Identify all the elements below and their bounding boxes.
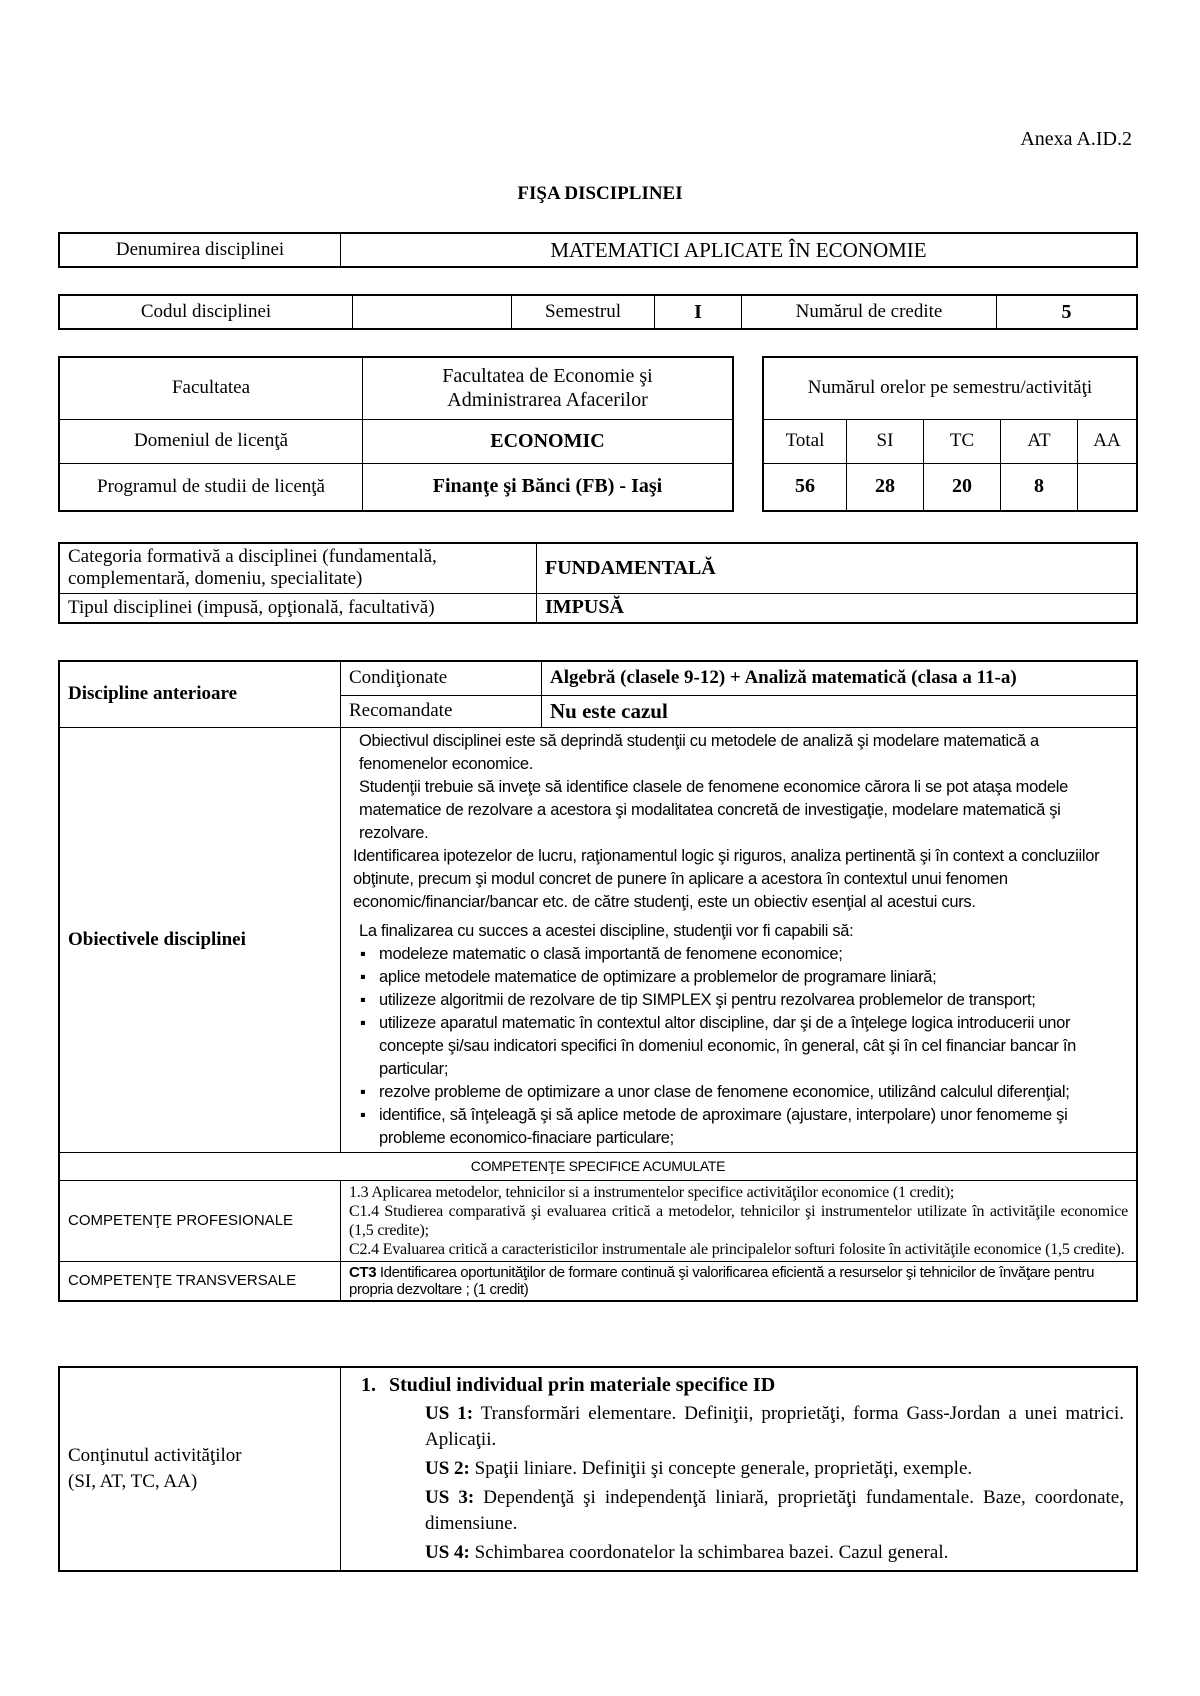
competente-profesionale-content	[341, 1180, 1138, 1261]
obiective-label: Obiectivele disciplinei	[59, 727, 341, 1152]
categorie-label: Categoria formativă a disciplinei (fundamentală, complementară, domeniu, specialitate)	[59, 543, 537, 593]
obiective-intro: La finalizarea cu succes a acestei discipline, studenţii vor fi capabili să:	[359, 921, 854, 940]
unitate-studiu: US 1: Transformări elementare. Definiţii, proprietăţi, forma Gass-Jordan a unei matrici. Aplicaţii.	[425, 1403, 1124, 1450]
list-item: ▪ utilizeze aparatul matematic în contextul altor discipline, dar şi de a înţelege logica introducerii unor concepte şi/sau indicatori specifici în domeniul economic, în general, cât şi în cel financiar bancar în particular;	[379, 1012, 1128, 1081]
ore-val-si: 28	[847, 463, 924, 511]
cod-table	[58, 294, 1138, 330]
domeniu-label: Domeniul de licenţă	[59, 419, 363, 463]
continut-label-line-2: (SI, AT, TC, AA)	[68, 1471, 198, 1492]
domeniu-value: ECONOMIC	[363, 419, 734, 463]
facultate-value-line-2: Administrarea Afacerilor	[447, 389, 648, 412]
cod-label: Codul disciplinei	[59, 295, 353, 329]
obiective-table	[58, 660, 1138, 1302]
denumire-table	[58, 232, 1138, 268]
competenta-profesionala: C2.4 Evaluarea critică a caracteristicilor instrumentale ale principalelor softuri folosite în activităţile economice (1,5 credite).	[349, 1240, 1125, 1258]
list-item: ▪ modeleze matematic o clasă importantă de fenomene economice;	[379, 943, 1128, 966]
annex-label: Anexa A.ID.2	[1020, 128, 1132, 150]
unitate-studiu: US 2: Spaţii liniare. Definiţii şi concepte generale, proprietăţi, exemple.	[425, 1458, 973, 1479]
continut-label-line-1: Conţinutul activităţilor	[68, 1445, 242, 1466]
obiective-list	[353, 943, 1128, 1150]
ore-val-tc: 20	[924, 463, 1001, 511]
conditionate-value: Algebră (clasele 9-12) + Analiză matematică (clasa a 11-a)	[542, 661, 1138, 695]
ore-col-si: SI	[847, 419, 924, 463]
competente-header: COMPETENŢE SPECIFICE ACUMULATE	[59, 1152, 1137, 1180]
categorie-table	[58, 542, 1138, 624]
competenta-transversala-code: CT3	[349, 1263, 377, 1281]
recomandate-value: Nu este cazul	[542, 695, 1138, 727]
recomandate-label: Recomandate	[341, 695, 542, 727]
ore-col-at: AT	[1001, 419, 1078, 463]
facultate-label: Facultatea	[59, 357, 363, 419]
competente-transversale-content	[341, 1261, 1138, 1301]
competenta-transversala-text: Identificarea oportunităţilor de formare continuă şi valorificarea eficientă a resurselor şi tehnicilor de învăţare pentru propria dezvoltare ; (1 credit)	[349, 1263, 1095, 1298]
unitate-studiu: US 4: Schimbarea coordonatelor la schimbarea bazei. Cazul general.	[425, 1542, 949, 1563]
ore-val-aa	[1078, 463, 1138, 511]
ore-val-at: 8	[1001, 463, 1078, 511]
continut-label	[59, 1367, 341, 1571]
ore-col-tc: TC	[924, 419, 1001, 463]
competenta-profesionala: 1.3 Aplicarea metodelor, tehnicilor si a instrumentelor specifice activităţilor economice (1 credit);	[349, 1183, 955, 1201]
obiective-paragraph-3: Identificarea ipotezelor de lucru, raţionamentul logic şi riguros, analiza pertinentă şi în context a concluziilor obţinute, precum şi modul concret de punere în aplicare a acestora în contextul unui fenomen economic/financiar/bancar etc. de către studenţi, este un obiectiv esenţial al acestui curs.	[353, 846, 1100, 911]
credite-value: 5	[997, 295, 1138, 329]
credite-label: Numărul de credite	[742, 295, 997, 329]
obiective-paragraph-2: Studenţii trebuie să inveţe să identifice clasele de fenomene economice cărora li se pot ataşa modele matematice de rezolvare a acestora şi modalitatea concretă de investigaţie, modelare matematică şi rezolvare.	[359, 777, 1068, 842]
ore-col-total: Total	[763, 419, 847, 463]
semestru-label: Semestrul	[512, 295, 655, 329]
ore-val-total: 56	[763, 463, 847, 511]
continut-number: 1.	[361, 1374, 376, 1396]
facultate-table	[58, 356, 734, 512]
facultate-value-line-1: Facultatea de Economie şi	[442, 365, 653, 388]
page-title: FIŞA DISCIPLINEI	[517, 183, 683, 204]
program-value: Finanţe şi Bănci (FB) - Iaşi	[363, 463, 734, 511]
list-item: ▪ rezolve probleme de optimizare a unor clase de fenomene economice, utilizând calculul diferenţial;	[379, 1081, 1128, 1104]
facultate-value	[363, 357, 734, 419]
continut-content	[341, 1367, 1138, 1571]
continut-heading: 1. Studiul individual prin materiale specifice ID	[361, 1374, 776, 1396]
competenta-profesionala: C1.4 Studierea comparativă şi evaluarea critică a metodelor, tehnicilor şi instrumentelor utilizate în activităţile economice (1,5 credite);	[349, 1202, 1128, 1239]
conditionate-label: Condiţionate	[341, 661, 542, 695]
unitate-studiu: US 3: Dependenţă şi independenţă liniară, proprietăţi fundamentale. Baze, coordonate, dimensiune.	[425, 1487, 1124, 1534]
anterioare-label: Discipline anterioare	[59, 661, 341, 727]
cod-value	[353, 295, 512, 329]
list-item: ▪ utilizeze algoritmii de rezolvare de tip SIMPLEX şi pentru rezolvarea problemelor de transport;	[379, 989, 1128, 1012]
competente-profesionale-label: COMPETENŢE PROFESIONALE	[59, 1180, 341, 1261]
semestru-value: I	[655, 295, 742, 329]
tip-label: Tipul disciplinei (impusă, opţională, facultativă)	[59, 593, 537, 623]
competente-transversale-label: COMPETENŢE TRANSVERSALE	[59, 1261, 341, 1301]
ore-col-aa: AA	[1078, 419, 1138, 463]
obiective-paragraph-1: Obiectivul disciplinei este să deprindă studenţii cu metodele de analiză şi modelare matematică a fenomenelor economice.	[359, 731, 1039, 773]
program-label: Programul de studii de licenţă	[59, 463, 363, 511]
list-item: ▪ identifice, să înţeleagă şi să aplice metode de aproximare (ajustare, interpolare) unor fenomeme şi probleme economico-finaciare particulare;	[379, 1104, 1128, 1150]
ore-table	[762, 356, 1138, 512]
denumire-value: MATEMATICI APLICATE ÎN ECONOMIE	[341, 233, 1138, 267]
obiective-content	[341, 727, 1138, 1152]
continut-table	[58, 1366, 1138, 1572]
list-item: ▪ aplice metodele matematice de optimizare a problemelor de programare liniară;	[379, 966, 1128, 989]
categorie-value: FUNDAMENTALĂ	[537, 543, 1138, 593]
ore-header: Numărul orelor pe semestru/activităţi	[763, 357, 1137, 419]
tip-value: IMPUSĂ	[537, 593, 1138, 623]
denumire-label: Denumirea disciplinei	[59, 233, 341, 267]
